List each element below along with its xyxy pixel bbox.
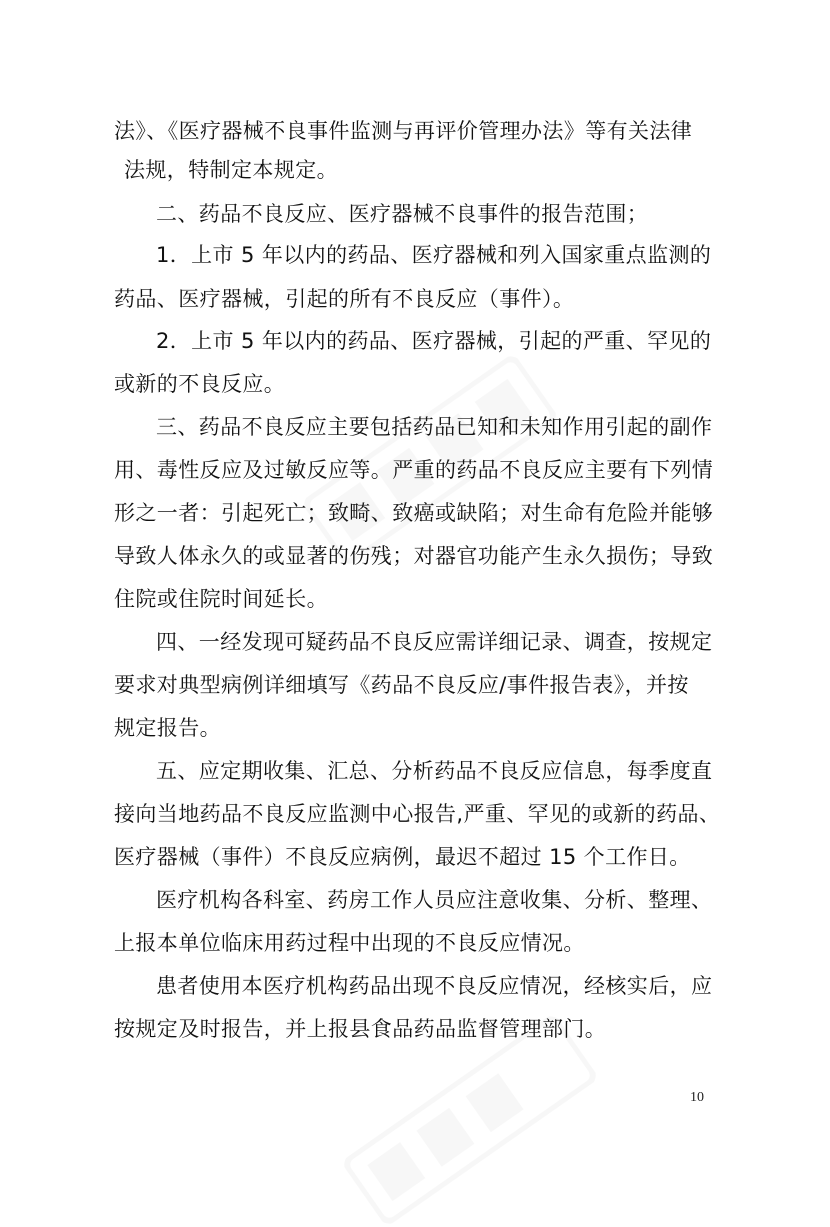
section-5-heading: 五、应定期收集、汇总、分析药品不良反应信息，每季度直 (156, 759, 713, 783)
section-4-heading: 四、一经发现可疑药品不良反应需详细记录、调查，按规定 (156, 630, 713, 654)
page-number: 10 (690, 1090, 704, 1105)
text-line-7: 或新的不良反应。 (114, 372, 286, 396)
text-line-4: 1．上市 5 年以内的药品、医疗器械和列入国家重点监测的 (156, 243, 712, 267)
text-line-1: 法》、《医疗器械不良事件监测与再评价管理办法》等有关法律 (114, 119, 693, 143)
section-3-heading: 三、药品不良反应主要包括药品已知和未知作用引起的副作 (156, 415, 713, 439)
text-line-22: 按规定及时报告，并上报县食品药品监督管理部门。 (114, 1017, 607, 1041)
watermark-stamp-lower (341, 1013, 600, 1227)
text-line-20: 上报本单位临床用药过程中出现的不良反应情况。 (114, 931, 585, 955)
text-line-14: 要求对典型病例详细填写《药品不良反应/事件报告表》，并按 (114, 673, 689, 697)
text-line-12: 住院或住院时间延长。 (114, 587, 328, 611)
text-line-15: 规定报告。 (114, 716, 221, 740)
text-line-10: 形之一者：引起死亡；致畸、致癌或缺陷；对生命有危险并能够 (114, 501, 714, 525)
text-line-19: 医疗机构各科室、药房工作人员应注意收集、分析、整理、 (156, 888, 713, 912)
text-line-5: 药品、医疗器械，引起的所有不良反应（事件）。 (114, 287, 575, 311)
text-line-21: 患者使用本医疗机构药品出现不良反应情况，经核实后，应 (156, 974, 713, 998)
text-line-11: 导致人体永久的或显著的伤残；对器官功能产生永久损伤；导致 (114, 544, 714, 568)
text-line-9: 用、毒性反应及过敏反应等。严重的药品不良反应主要有下列情 (114, 458, 714, 482)
text-line-6: 2．上市 5 年以内的药品、医疗器械，引起的严重、罕见的 (156, 329, 712, 353)
text-line-18: 医疗器械（事件）不良反应病例，最迟不超过 15 个工作日。 (114, 845, 691, 869)
text-line-2: 法规，特制定本规定。 (124, 158, 338, 182)
section-2-heading: 二、药品不良反应、医疗器械不良事件的报告范围； (156, 202, 649, 226)
text-line-17: 接向当地药品不良反应监测中心报告,严重、罕见的或新的药品、 (114, 802, 721, 826)
